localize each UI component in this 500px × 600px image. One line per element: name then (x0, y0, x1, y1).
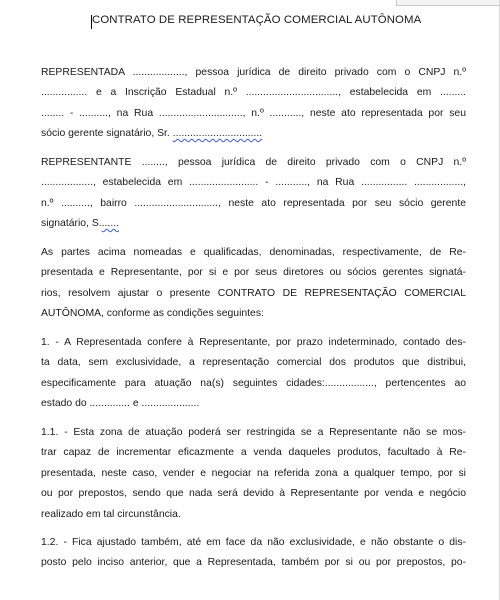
text-line: REPRESENTANTE ........, pessoa jurídica de direito privado com o CNPJ n.º (41, 157, 466, 168)
text-line (41, 214, 466, 234)
spellcheck-underlined-text: ............................... (172, 128, 263, 140)
text-line: ................ e a Inscrição Estadual n.º ................................, estabelecida em ......... (41, 87, 466, 99)
text-line: .................., estabelecida em ........................ - ..........., na Rua ................ ................., (41, 177, 466, 189)
text-line: ta data, sem exclusividade, a representação comercial dos produtos que distribui, (41, 357, 466, 369)
text-line: trar capaz de incrementar eficazmente a venda daqueles produtos, facultado à Re- (41, 447, 466, 459)
paragraph (41, 533, 466, 574)
text-line: REPRESENTADA .................., pessoa jurídica de direito privado com o CNPJ n.º (41, 67, 466, 78)
text-line: n.º .........., bairro ............................., neste ato representada por seu sócio gerente (41, 197, 466, 209)
text-line: presentada e Representante, por si e por seus diretores ou sócios gerentes signatá- (41, 267, 466, 279)
paragraph (41, 243, 466, 325)
text-line: presentada, neste caso, vender e negociar na referida zona a qualquer tempo, por si (41, 467, 466, 479)
text-line-start: signatário, S. (41, 218, 102, 230)
text-line: 1.2. - Fica ajustado também, até em face da não exclusividade, e não obstante o dis- (41, 537, 466, 548)
paragraph (41, 153, 466, 235)
paragraph (41, 423, 466, 525)
text-line: ou por prepostos, sendo que nada será devido à Representante por venda e negócio (41, 488, 466, 500)
toolbar-fragment (396, 0, 500, 6)
text-line: estado do .............. e .................... (41, 398, 200, 410)
text-line: posto pelo inciso anterior, que a Representada, também por si ou por prepostos, po- (41, 557, 466, 569)
text-line-start: sócio gerente signatário, Sr. (41, 128, 173, 140)
text-line: 1.1. - Esta zona de atuação poderá ser restringida se a Representante não se mos- (41, 427, 466, 438)
text-line: AUTÔNOMA, conforme as condições seguintes: (41, 308, 264, 320)
text-line: 1. - A Representada confere à Representante, por prazo indeterminado, contado des- (41, 337, 466, 348)
text-line: As partes acima nomeadas e qualificadas, denominadas, respectivamente, de Re- (41, 247, 466, 258)
text-line (41, 124, 466, 144)
text-line: rios, resolvem ajustar o presente CONTRATO DE REPRESENTAÇÃO COMERCIAL (41, 287, 466, 299)
text-line: realizado em tal circunstância. (41, 508, 181, 520)
spellcheck-underlined-text: ...... (101, 218, 119, 230)
text-line: ........ - .........., na Rua ............................., n.º ..........., neste ato representada por seu (41, 107, 466, 119)
document-title: CONTRATO DE REPRESENTAÇÃO COMERCIAL AUTÔNOMA (92, 14, 422, 26)
paragraph (41, 333, 466, 415)
paragraph (41, 63, 466, 145)
text-line: especificamente para atuação na(s) seguintes cidades:................., pertencentes ao (41, 377, 466, 389)
